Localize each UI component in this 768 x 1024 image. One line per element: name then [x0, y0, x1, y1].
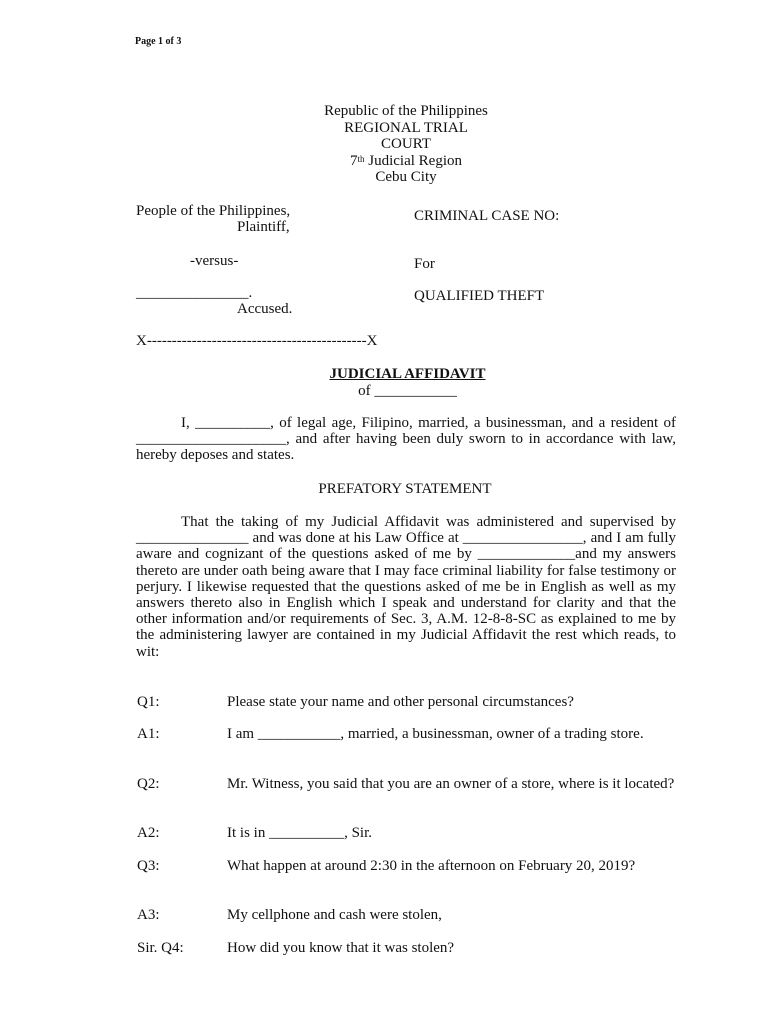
qa-label: Q2:: [137, 776, 160, 792]
qa-label: Q1:: [137, 694, 160, 710]
header-region: 7th Judicial Region: [349, 152, 462, 169]
header-court-type: REGIONAL TRIAL: [344, 119, 468, 136]
accused-role: Accused.: [237, 301, 293, 317]
caption-separator: X--------------------------------------------X: [136, 333, 378, 349]
header-court: COURT: [381, 136, 431, 152]
court-header: [0, 103, 768, 186]
versus-label: -versus-: [190, 253, 239, 269]
for-label: For: [414, 256, 435, 272]
accused-name-blank: _______________.: [136, 285, 253, 301]
qa-text: Please state your name and other personal circumstances?: [227, 694, 574, 710]
qa-label: Q3:: [137, 858, 160, 874]
plaintiff-role: Plaintiff,: [237, 219, 290, 235]
qa-text: What happen at around 2:30 in the afternoon on February 20, 2019?: [227, 858, 636, 874]
document-title: JUDICIAL AFFIDAVIT: [329, 366, 486, 382]
qa-text: How did you know that it was stolen?: [227, 940, 455, 956]
offense-label: QUALIFIED THEFT: [414, 288, 545, 304]
prefatory-paragraph: That the taking of my Judicial Affidavit was administered and supervised by _______________ and was done at his Law Office at ________________, and I am fully aware and cognizant of the questions asked of me by _____________and my answers thereto are under oath being aware that I may face criminal liability for false testimony or perjury. I likewise requested that the questions asked of me be in English as well as my answers thereto also in English which I speak and understand for clarity and that the other information and/or requirements of Sec. 3, A.M. 12-8-8-SC as explained to me by the administering lawyer are contained in my Judicial Affidavit the rest which reads, to wit:: [136, 514, 676, 660]
qa-label: Sir. Q4:: [137, 940, 184, 956]
qa-text: Mr. Witness, you said that you are an owner of a store, where is it located?: [227, 776, 675, 792]
qa-label: A3:: [137, 907, 160, 923]
intro-paragraph: I, __________, of legal age, Filipino, married, a businessman, and a resident of ____________________, and after having been duly sworn to in accordance with law, hereby deposes and states.: [136, 415, 676, 464]
page-number: Page 1 of 3: [135, 36, 182, 47]
case-number-label: CRIMINAL CASE NO:: [414, 208, 560, 224]
prefatory-heading: PREFATORY STATEMENT: [318, 481, 492, 497]
document-subtitle: of ___________: [358, 383, 457, 399]
plaintiff-name: People of the Philippines,: [136, 203, 291, 219]
qa-text: My cellphone and cash were stolen,: [227, 907, 442, 923]
qa-text: It is in __________, Sir.: [227, 825, 373, 841]
header-republic: Republic of the Philippines: [324, 103, 488, 119]
qa-text: I am ___________, married, a businessman, owner of a trading store.: [227, 726, 644, 742]
header-city: Cebu City: [375, 169, 437, 185]
qa-label: A2:: [137, 825, 160, 841]
qa-label: A1:: [137, 726, 160, 742]
